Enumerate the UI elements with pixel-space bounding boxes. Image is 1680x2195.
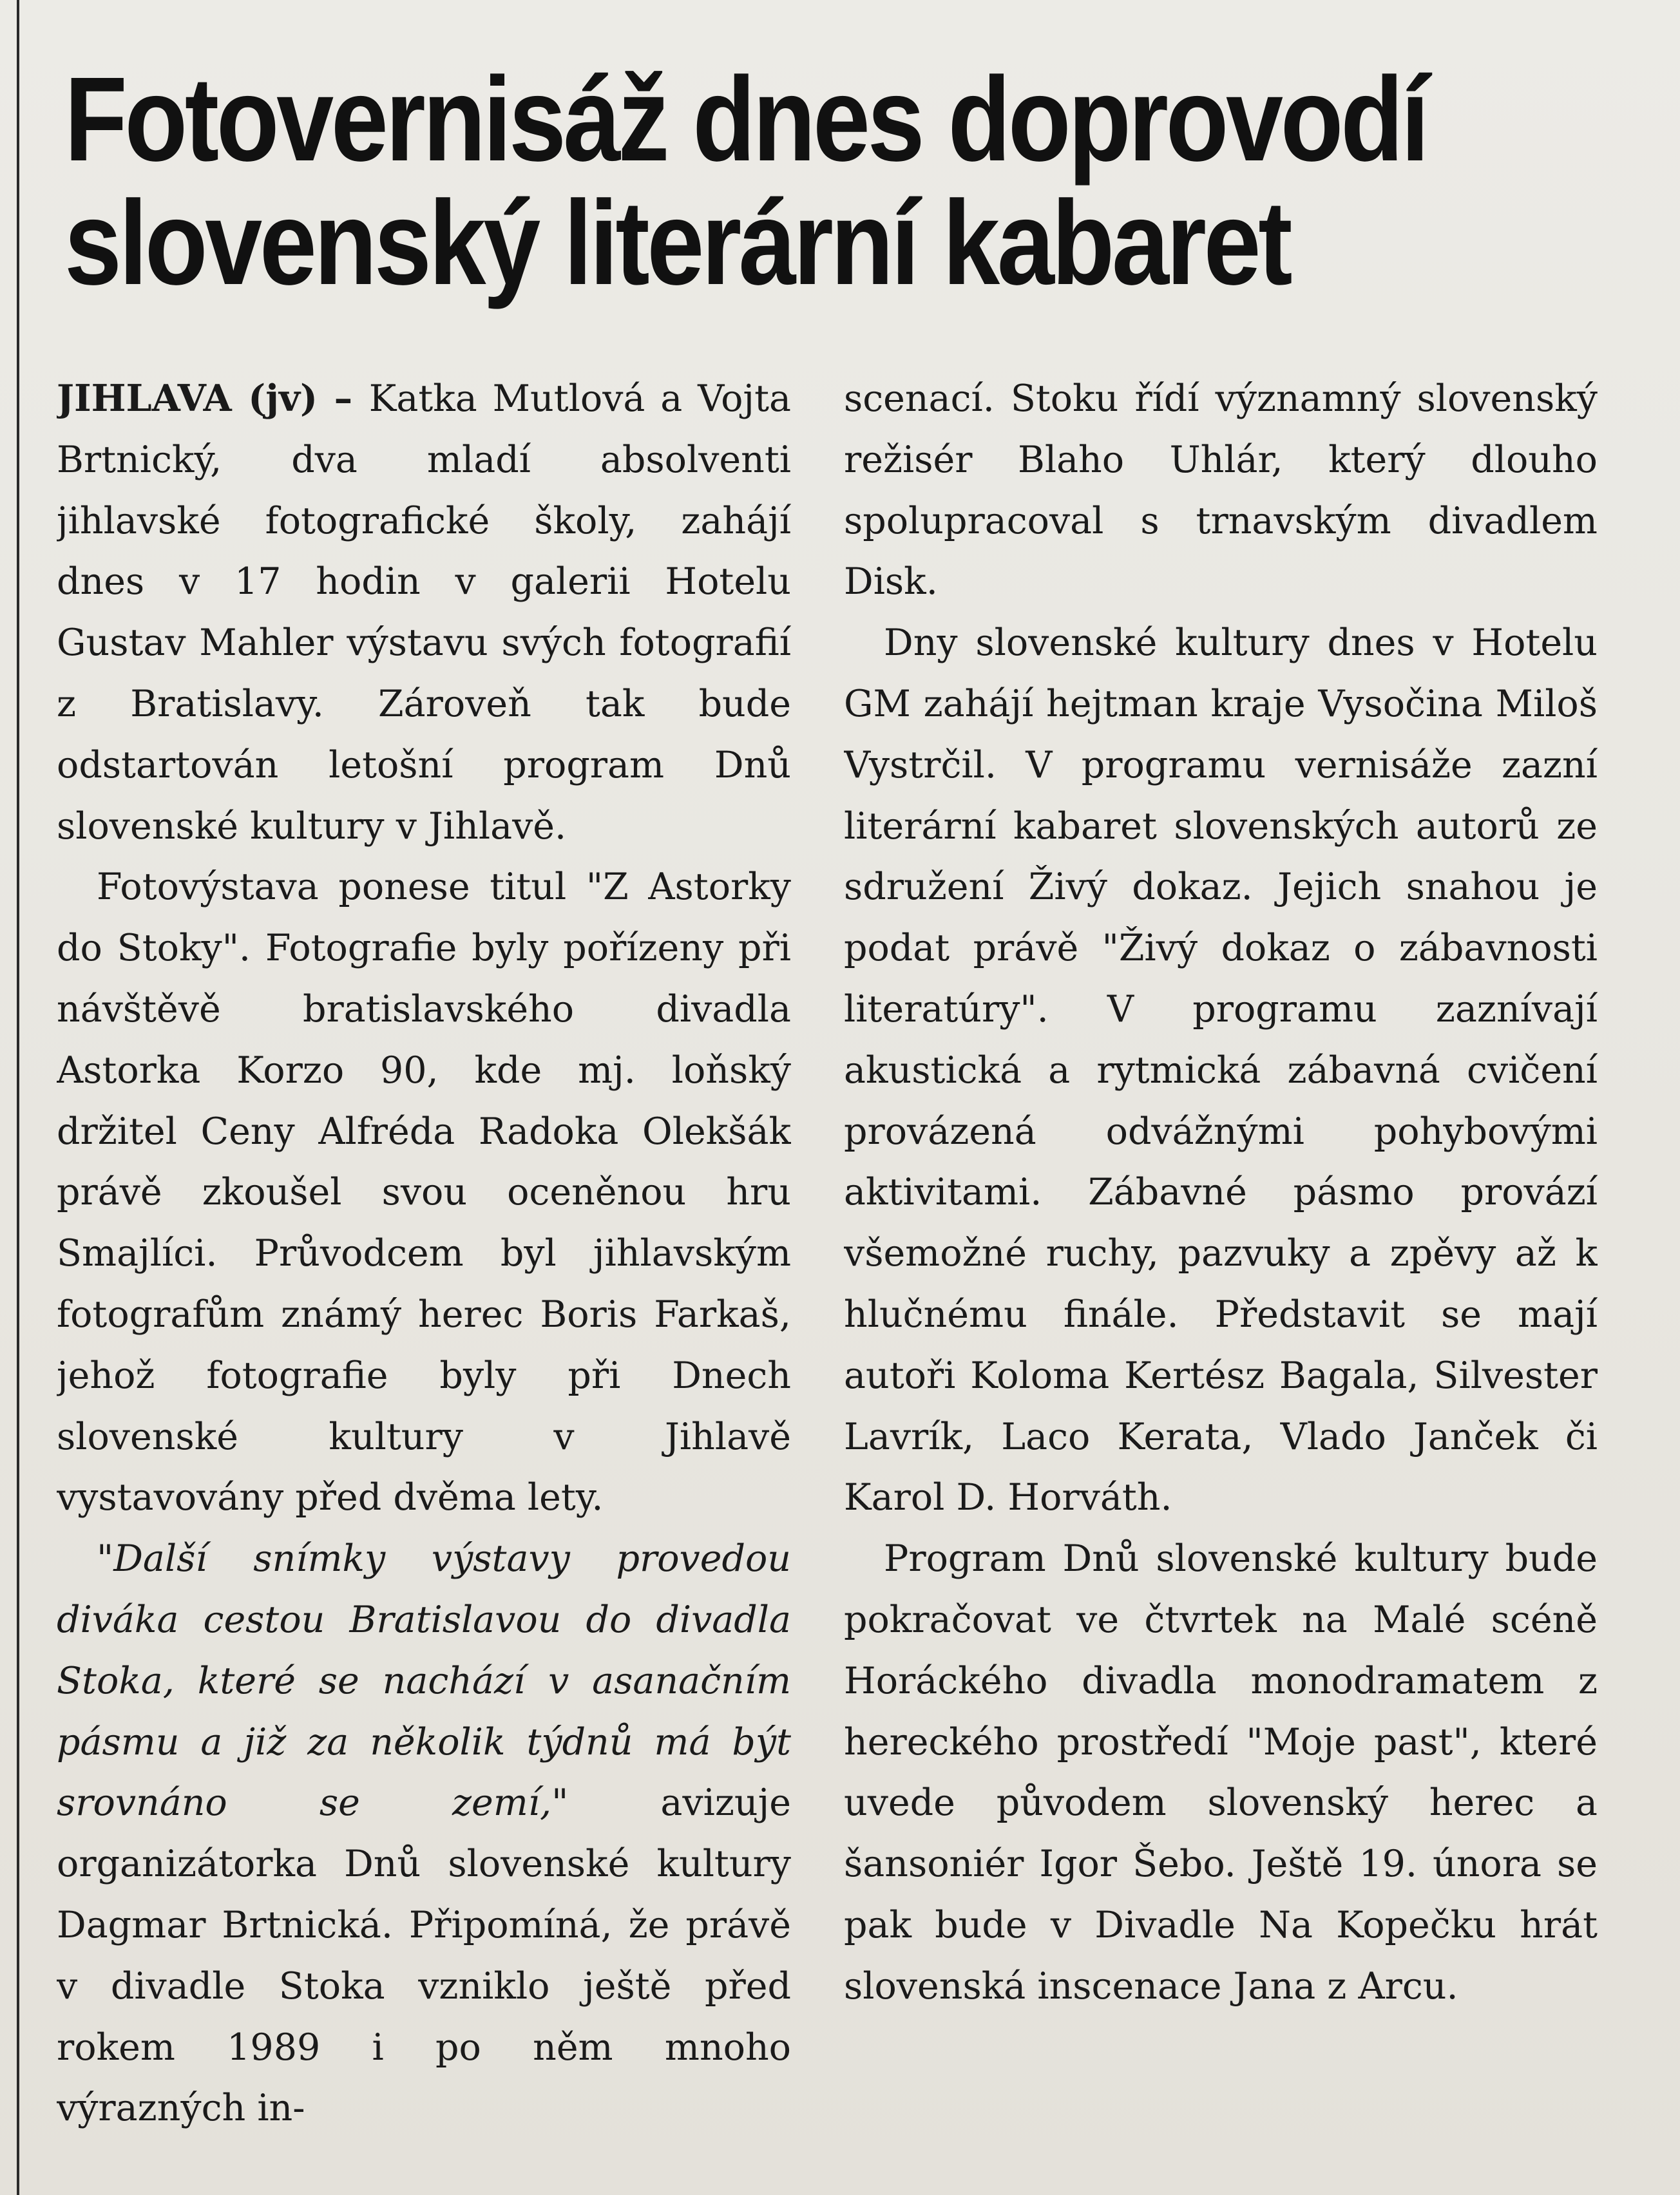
column-rule bbox=[17, 0, 19, 2195]
headline-line-1: Fotovernisáž dnes doprovodí bbox=[64, 53, 1427, 186]
article-headline bbox=[64, 53, 1427, 310]
left-column bbox=[57, 368, 791, 2159]
quote-text: "Další snímky výstavy provedou diváka cestou Bratislavou do divadla Stoka, které se nachází v asanačním pásmu a již za několik týdnů má být srovnáno se zemí," bbox=[57, 1537, 791, 1825]
headline-line-2: slovenský literární kabaret bbox=[64, 176, 1290, 310]
right-column bbox=[844, 368, 1598, 2159]
left-paragraph-1-text: Katka Mutlová a Vojta Brtnický, dva mladí absolventi jihlavské fotografické školy, zahájí dnes v 17 hodin v galerii Hotelu Gustav Mahler výstavu svých fotografií z Bratislavy. Zároveň tak bude odstartován letošní program Dnů slovenské kultury v Jihlavě. bbox=[57, 377, 791, 848]
left-paragraph-3-text: avizuje organizátorka Dnů slovenské kultury Dagmar Brtnická. Připomíná, že právě v divadle Stoka vzniklo ještě před rokem 1989 i po něm mnoho výrazných in- bbox=[57, 1782, 791, 2130]
right-paragraph-1: scenací. Stoku řídí významný slovenský režisér Blaho Uhlár, který dlouho spolupracoval s trnavským divadlem Disk. bbox=[844, 377, 1598, 603]
left-paragraph-3 bbox=[57, 1528, 791, 2139]
right-paragraph-3: Program Dnů slovenské kultury bude pokračovat ve čtvrtek na Malé scéně Horáckého divadla monodramatem z hereckého prostředí "Moje past", které uvede původem slovenský herec a šansoniér Igor Šebo. Ještě 19. února se pak bude v Divadle Na Kopečku hrát slovenská inscenace Jana z Arcu. bbox=[844, 1537, 1598, 2008]
right-paragraph-2: Dny slovenské kultury dnes v Hotelu GM zahájí hejtman kraje Vysočina Miloš Vystrčil. V programu vernisáže zazní literární kabaret slovenských autorů ze sdružení Živý dokaz. Jejich snahou je podat právě "Živý dokaz o zábavnosti literatúry". V programu zaznívají akustická a rytmická zábavná cvičení provázená odvážnými pohybovými aktivitami. Zábavné pásmo provází všemožné ruchy, pazvuky a zpěvy až k hlučnému finále. Představit se mají autoři Koloma Kertész Bagala, Silvester Lavrík, Laco Kerata, Vlado Janček či Karol D. Horváth. bbox=[844, 622, 1598, 1519]
left-paragraph-2: Fotovýstava ponese titul "Z Astorky do Stoky". Fotografie byly pořízeny při návštěvě bratislavského divadla Astorka Korzo 90, kde mj. loňský držitel Ceny Alfréda Radoka Olekšák právě zkoušel svou oceněnou hru Smajlíci. Průvodcem byl jihlavským fotografům známý herec Boris Farkaš, jehož fotografie byly při Dnech slovenské kultury v Jihlavě vystavovány před dvěma lety. bbox=[57, 866, 791, 1519]
left-paragraph-1 bbox=[57, 368, 791, 857]
dateline: JIHLAVA (jv) – bbox=[57, 377, 369, 420]
